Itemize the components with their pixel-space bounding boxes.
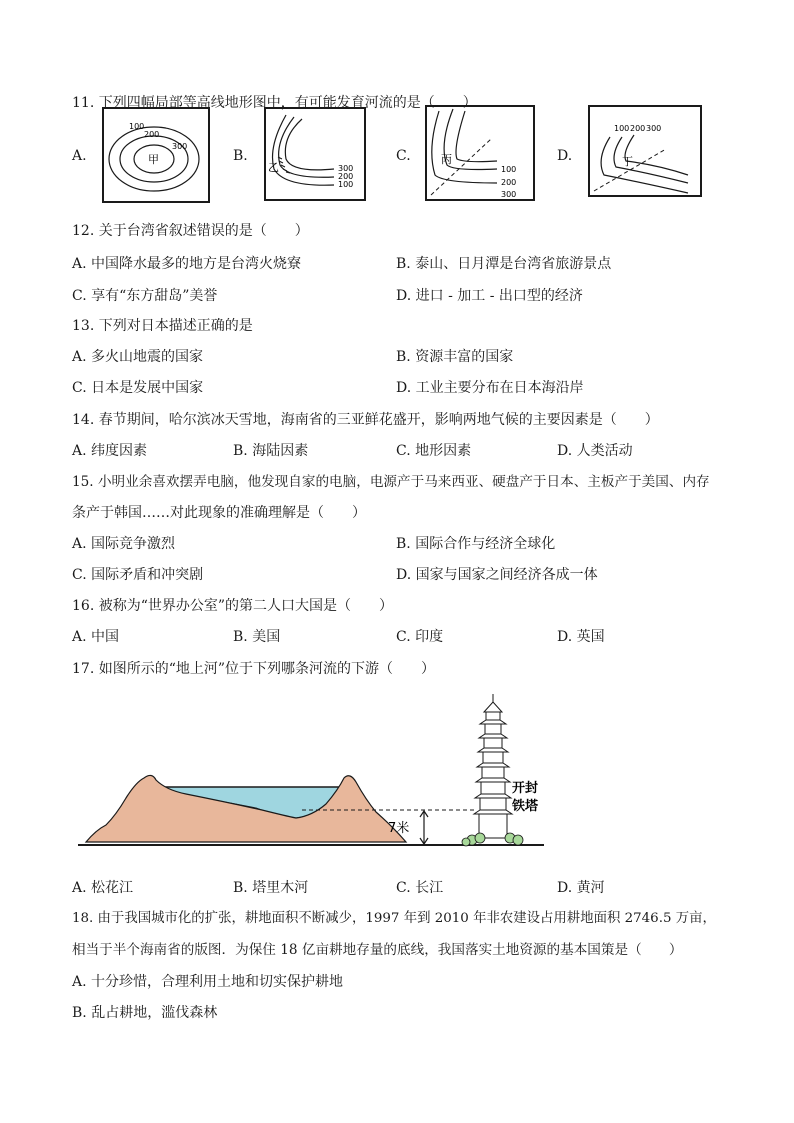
q16-option-c: C. 印度 [396,629,444,645]
q11-figure-c [425,105,535,201]
q17-figure-suspended-river [76,690,546,850]
q14-option-a: A. 纬度因素 [72,443,148,459]
q12-option-d: D. 进口 - 加工 - 出口型的经济 [396,288,583,304]
fig-d-contour-300: 300 [646,124,662,133]
q17-option-d: D. 黄河 [557,880,605,896]
q15-stem-line-2: 条产于韩国……对此现象的准确理解是（ ） [72,505,366,521]
q15-option-d: D. 国家与国家之间经济各成一体 [396,567,598,583]
fig-b-mark: 乙 [268,161,279,174]
q11-figure-b [264,107,366,201]
q13-option-b: B. 资源丰富的国家 [396,349,514,365]
q14-stem: 14. 春节期间，哈尔滨冰天雪地，海南省的三亚鲜花盛开，影响两地气候的主要因素是（ ） [72,412,659,428]
q12-option-c: C. 享有“东方甜岛”美誉 [72,288,218,304]
q11-figure-a [102,107,210,203]
tower-label-kaifeng: 开封 [512,781,539,796]
q15-option-c: C. 国际矛盾和冲突剧 [72,567,204,583]
q11-option-c-label: C. [396,148,411,164]
tower-label-iron-tower: 铁塔 [512,799,539,814]
q17-stem: 17. 如图所示的“地上河”位于下列哪条河流的下游（ ） [72,661,436,677]
fig-c-contour-200: 200 [501,178,517,187]
q15-option-a: A. 国际竞争激烈 [72,536,176,552]
fig-c-contour-100: 100 [501,165,517,174]
height-label: 7米 [388,821,410,836]
q12-option-b: B. 泰山、日月潭是台湾省旅游景点 [396,256,612,272]
fig-d-contour-200: 200 [630,124,646,133]
q11-option-d-label: D. [557,148,573,164]
q14-option-d: D. 人类活动 [557,443,633,459]
q11-option-b-label: B. [233,148,248,164]
q13-stem: 13. 下列对日本描述正确的是 [72,318,253,334]
q14-option-c: C. 地形因素 [396,443,472,459]
q12-option-a: A. 中国降水最多的地方是台湾火烧寮 [72,256,302,272]
fig-a-contour-300: 300 [172,142,188,151]
fig-c-mark: 丙 [441,153,452,166]
q16-stem: 16. 被称为“世界办公室”的第二人口大国是（ ） [72,598,394,614]
kaifeng-iron-pagoda [474,694,512,838]
q16-option-d: D. 英国 [557,629,605,645]
q13-option-a: A. 多火山地震的国家 [72,349,204,365]
q18-stem-line-1: 18. 由于我国城市化的扩张，耕地面积不断减少，1997 年到 2010 年非农建设占用耕地面积 2746.5 万亩， [72,911,716,926]
q17-option-b: B. 塔里木河 [233,880,309,896]
q18-option-a: A. 十分珍惜，合理利用土地和切实保护耕地 [72,974,344,990]
fig-b-contour-300: 300 [338,164,354,173]
q14-option-b: B. 海陆因素 [233,443,309,459]
q11-option-a-label: A. [72,148,87,164]
fig-d-contour-100: 100 [614,124,630,133]
q11-figure-d [588,105,702,197]
q11-stem: 11. 下列四幅局部等高线地形图中，有可能发育河流的是（ ） [72,95,477,111]
fig-b-contour-200: 200 [338,172,354,181]
q16-option-b: B. 美国 [233,629,281,645]
q15-option-b: B. 国际合作与经济全球化 [396,536,556,552]
q17-option-c: C. 长江 [396,880,444,896]
fig-a-contour-100: 100 [129,122,145,131]
fig-a-mark: 甲 [148,153,159,166]
fig-b-contour-100: 100 [338,180,354,189]
q17-option-a: A. 松花江 [72,880,134,896]
fig-a-contour-200: 200 [144,130,160,139]
fig-d-mark: 丁 [622,155,633,168]
q18-stem-line-2: 相当于半个海南省的版图．为保住 18 亿亩耕地存量的底线，我国落实土地资源的基本国策是（ ） [72,942,683,958]
q18-option-b: B. 乱占耕地，滥伐森林 [72,1005,218,1021]
q13-option-d: D. 工业主要分布在日本海沿岸 [396,380,584,396]
q13-option-c: C. 日本是发展中国家 [72,380,204,396]
q16-option-a: A. 中国 [72,629,120,645]
q15-stem-line-1: 15. 小明业余喜欢摆弄电脑，他发现自家的电脑，电源产于马来西亚、硬盘产于日本、主板产于美国、内存 [72,474,710,490]
q12-stem: 12. 关于台湾省叙述错误的是（ ） [72,223,309,239]
fig-c-contour-300: 300 [501,190,517,199]
